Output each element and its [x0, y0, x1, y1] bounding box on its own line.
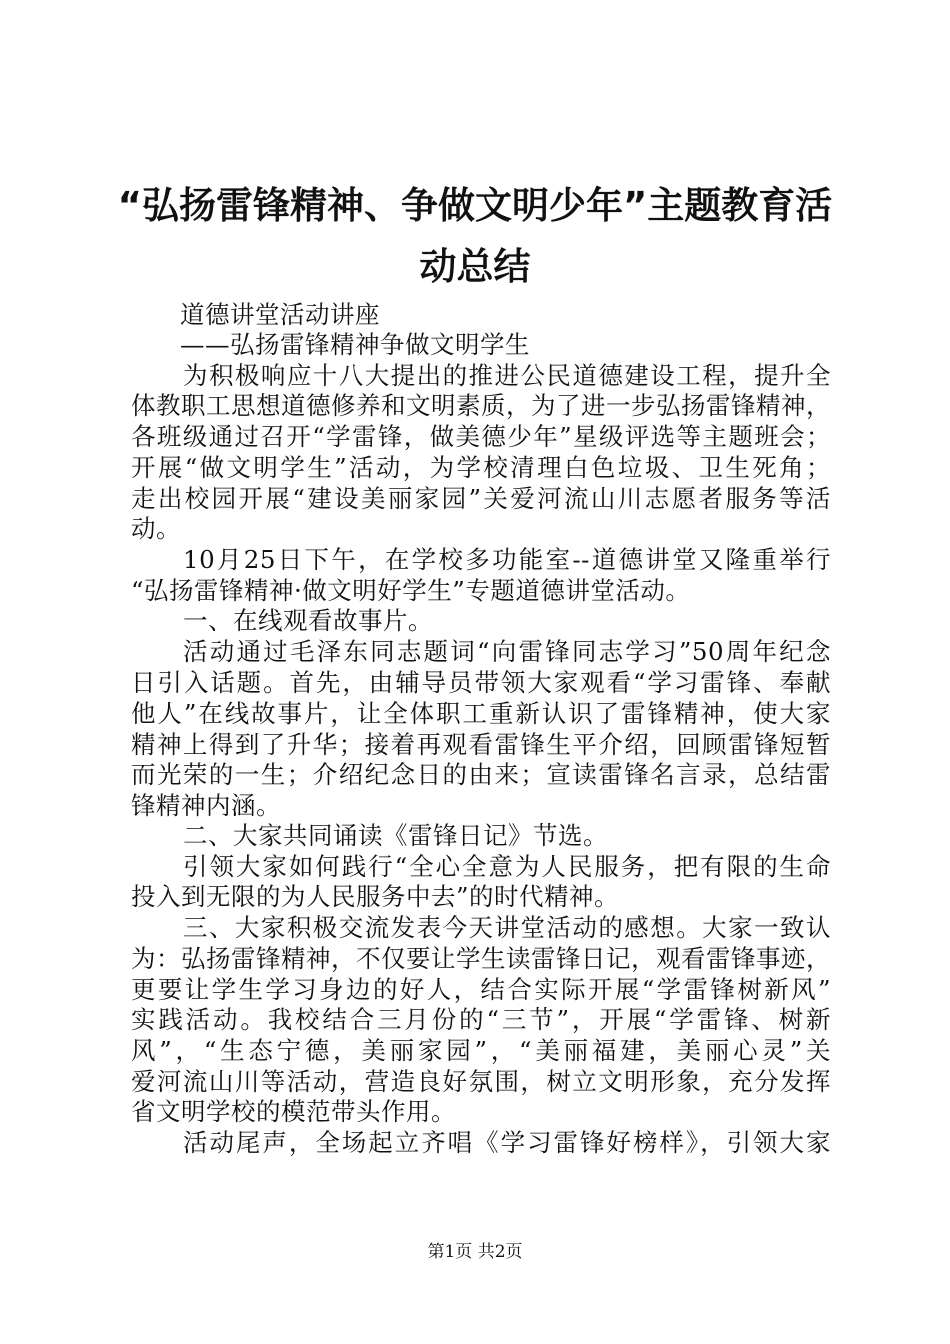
body-text-line: 爱河流山川等活动，营造良好氛围，树立文明形象，充分发挥 [131, 1067, 831, 1096]
body-text-line: 日引入话题。首先，由辅导员带领大家观看“学习雷锋、奉献 [131, 668, 831, 697]
document-title-line-2: 动总结 [419, 245, 531, 288]
body-text-line: 体教职工思想道德修养和文明素质，为了进一步弘扬雷锋精神， [131, 391, 831, 420]
body-text-line: 三、大家积极交流发表今天讲堂活动的感想。大家一致认 [183, 913, 831, 942]
body-text-line: ——弘扬雷锋精神争做文明学生 [180, 330, 530, 359]
body-text-line: 活动通过毛泽东同志题词“向雷锋同志学习”50周年纪念 [183, 637, 831, 666]
body-text-line: 为：弘扬雷锋精神，不仅要让学生读雷锋日记，观看雷锋事迹， [131, 944, 831, 973]
body-text-line: 二、大家共同诵读《雷锋日记》节选。 [183, 821, 608, 850]
body-text-line: 精神上得到了升华；接着再观看雷锋生平介绍，回顾雷锋短暂 [131, 730, 831, 759]
body-text-line: 为积极响应十八大提出的推进公民道德建设工程，提升全 [183, 361, 831, 390]
body-text-line: 活动尾声，全场起立齐唱《学习雷锋好榜样》，引领大家 [183, 1128, 831, 1157]
body-text-line: 动。 [131, 514, 181, 543]
body-text-line: 各班级通过召开“学雷锋，做美德少年”星级评选等主题班会； [131, 422, 831, 451]
body-text-line: 引领大家如何践行“全心全意为人民服务，把有限的生命 [183, 852, 831, 881]
body-text-line: 一、在线观看故事片。 [183, 606, 433, 635]
body-text-line: 锋精神内涵。 [131, 791, 281, 820]
page-number-footer: 第1页 共2页 [427, 1242, 523, 1262]
body-text-line: 开展“做文明学生”活动，为学校清理白色垃圾、卫生死角； [131, 453, 831, 482]
body-text-line: 风”，“生态宁德，美丽家园”，“美丽福建，美丽心灵”关 [131, 1036, 831, 1065]
body-text-line: 投入到无限的为人民服务中去”的时代精神。 [131, 882, 620, 911]
body-text-line: 而光荣的一生；介绍纪念日的由来；宣读雷锋名言录，总结雷 [131, 760, 831, 789]
body-text-line: 道德讲堂活动讲座 [180, 300, 380, 329]
body-text-line: 10月25日下午，在学校多功能室--道德讲堂又隆重举行 [183, 545, 831, 574]
document-title-line-1: “弘扬雷锋精神、争做文明少年”主题教育活 [117, 184, 833, 227]
body-text-line: 他人”在线故事片，让全体职工重新认识了雷锋精神，使大家 [131, 699, 831, 728]
body-text-line: 省文明学校的模范带头作用。 [131, 1097, 456, 1126]
body-text-line: “弘扬雷锋精神·做文明好学生”专题道德讲堂活动。 [131, 576, 691, 605]
body-text-line: 走出校园开展“建设美丽家园”关爱河流山川志愿者服务等活 [131, 484, 831, 513]
body-text-line: 更要让学生学习身边的好人，结合实际开展“学雷锋树新风” [131, 975, 831, 1004]
body-text-line: 实践活动。我校结合三月份的“三节”，开展“学雷锋、树新 [131, 1005, 831, 1034]
